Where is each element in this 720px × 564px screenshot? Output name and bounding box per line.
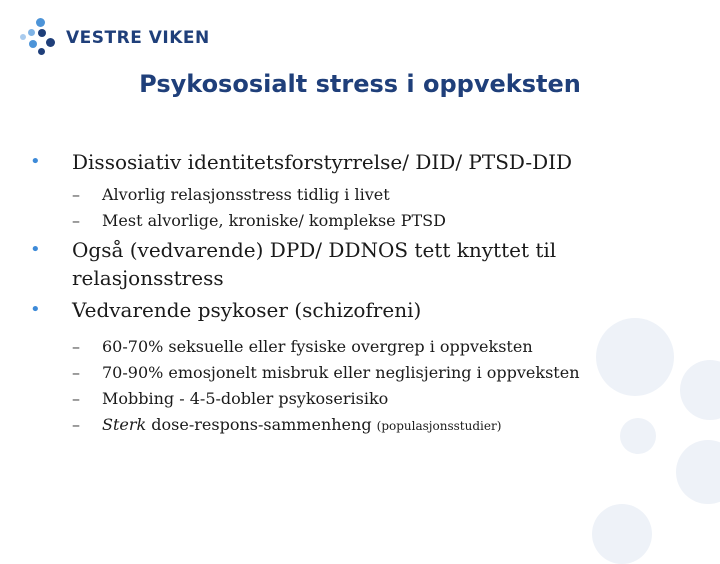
sub-item <box>30 386 670 412</box>
sub-item <box>30 412 670 439</box>
bullet-text <box>72 236 556 292</box>
bullet-item <box>30 236 670 292</box>
sub-item-text-rest: dose-respons-sammenheng <box>146 415 377 434</box>
sub-item-text <box>102 412 501 439</box>
sub-item <box>30 360 670 386</box>
dash-icon: – <box>72 211 80 230</box>
bullet-text-line: relasjonsstress <box>72 266 224 290</box>
bullet-item <box>30 148 670 176</box>
logo-text: VESTRE VIKEN <box>66 28 210 48</box>
bullet-item <box>30 296 670 324</box>
bullet-text: Vedvarende psykoser (schizofreni) <box>72 298 422 322</box>
decorative-circle <box>680 360 720 420</box>
sub-item-text: Mest alvorlige, kroniske/ komplekse PTSD <box>102 211 446 230</box>
slide-title: Psykososialt stress i oppveksten <box>139 70 581 98</box>
sub-item-text: 70-90% emosjonelt misbruk eller neglisjering i oppveksten <box>102 363 580 382</box>
sub-item-text: 60-70% seksuelle eller fysiske overgrep i oppveksten <box>102 337 533 356</box>
bullet-icon: • <box>30 239 41 260</box>
sub-item-text: Alvorlig relasjonsstress tidlig i livet <box>102 185 390 204</box>
sub-item-text: Mobbing - 4-5-dobler psykoserisiko <box>102 389 389 408</box>
bullet-icon: • <box>30 151 41 172</box>
dash-icon: – <box>72 415 80 434</box>
sub-item <box>30 208 670 234</box>
dotted-logo-mark-icon <box>20 18 60 58</box>
dash-icon: – <box>72 337 80 356</box>
bullet-text: Dissosiativ identitetsforstyrrelse/ DID/ PTSD-DID <box>72 150 573 174</box>
dash-icon: – <box>72 185 80 204</box>
sub-item <box>30 182 670 208</box>
logo <box>20 18 210 58</box>
emphasis-text: Sterk <box>102 415 147 434</box>
decorative-circle <box>592 504 652 564</box>
bullet-icon: • <box>30 299 41 320</box>
decorative-circle <box>676 440 720 504</box>
sub-item-note: (populasjonsstudier) <box>376 419 502 433</box>
dash-icon: – <box>72 363 80 382</box>
slide-content <box>30 148 670 439</box>
dash-icon: – <box>72 389 80 408</box>
bullet-text-line: Også (vedvarende) DPD/ DDNOS tett knyttet til <box>72 238 557 262</box>
sub-item <box>30 334 670 360</box>
